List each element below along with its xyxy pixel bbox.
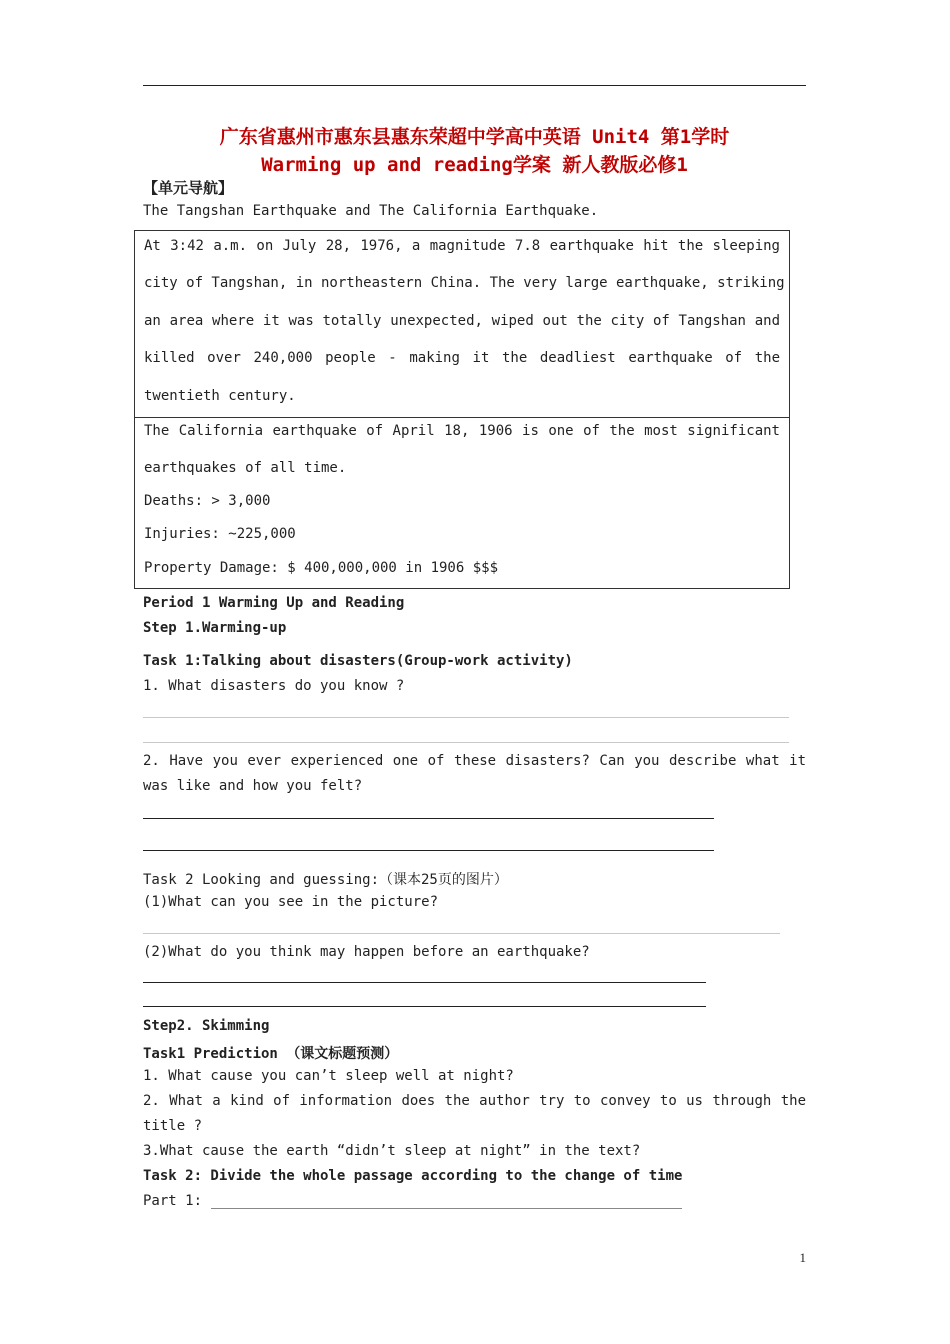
task2-heading: Task 2 Looking and guessing:（课本25页的图片） [143,872,508,888]
prediction-heading: Task1 Prediction （课文标题预测） [143,1046,399,1062]
tangshan-line-3: an area where it was totally unexpected, wiped out the city of Tangshan and [144,313,780,329]
answer-line [143,818,714,819]
document-title-line2: Warming up and reading学案 新人教版必修1 [261,154,688,176]
answer-line [143,850,714,851]
answer-line [143,982,706,983]
tangshan-line-4: killed over 240,000 people - making it the deadliest earthquake of the [144,350,780,366]
answer-line [143,742,789,743]
divide-heading: Task 2: Divide the whole passage according to the change of time [143,1168,683,1184]
part1-label: Part 1: [143,1193,203,1209]
step2-heading: Step2. Skimming [143,1018,270,1034]
header-rule [143,85,806,86]
california-line-1: The California earthquake of April 18, 1906 is one of the most significant [144,423,780,439]
unit-nav-heading: 【单元导航】 [143,179,234,197]
document-title-line1: 广东省惠州市惠东县惠东荣超中学高中英语 Unit4 第1学时 [219,126,730,148]
task1-heading: Task 1:Talking about disasters(Group-work activity) [143,653,573,669]
answer-line [143,1006,706,1007]
california-box [134,417,790,589]
intro-text: The Tangshan Earthquake and The California Earthquake. [143,203,599,219]
task1-question-1: 1. What disasters do you know ? [143,678,405,694]
california-injuries: Injuries: ~225,000 [144,526,296,542]
tangshan-line-2: city of Tangshan, in northeastern China. The very large earthquake, striking [144,275,785,291]
page-number: 1 [799,1250,806,1265]
tangshan-line-1: At 3:42 a.m. on July 28, 1976, a magnitude 7.8 earthquake hit the sleeping [144,238,780,254]
answer-line [143,717,789,718]
answer-line [143,933,780,934]
task2-question-2: (2)What do you think may happen before an earthquake? [143,944,590,960]
prediction-question-3: 3.What cause the earth “didn’t sleep at night” in the text? [143,1143,641,1159]
tangshan-line-5: twentieth century. [144,388,296,404]
task2-question-1: (1)What can you see in the picture? [143,894,439,910]
prediction-question-2-line2: title ? [143,1118,203,1134]
california-deaths: Deaths: > 3,000 [144,493,271,509]
part1-answer-line [211,1208,682,1209]
step1-heading: Step 1.Warming-up [143,620,287,636]
task1-question-2-line2: was like and how you felt? [143,778,363,794]
period-heading: Period 1 Warming Up and Reading [143,595,405,611]
prediction-question-2-line1: 2. What a kind of information does the author try to convey to us through the [143,1093,806,1109]
task1-question-2-line1: 2. Have you ever experienced one of these disasters? Can you describe what it [143,753,806,769]
prediction-question-1: 1. What cause you can’t sleep well at night? [143,1068,514,1084]
california-line-2: earthquakes of all time. [144,460,347,476]
tangshan-box [134,230,790,418]
california-damage: Property Damage: $ 400,000,000 in 1906 $$$ [144,560,499,576]
